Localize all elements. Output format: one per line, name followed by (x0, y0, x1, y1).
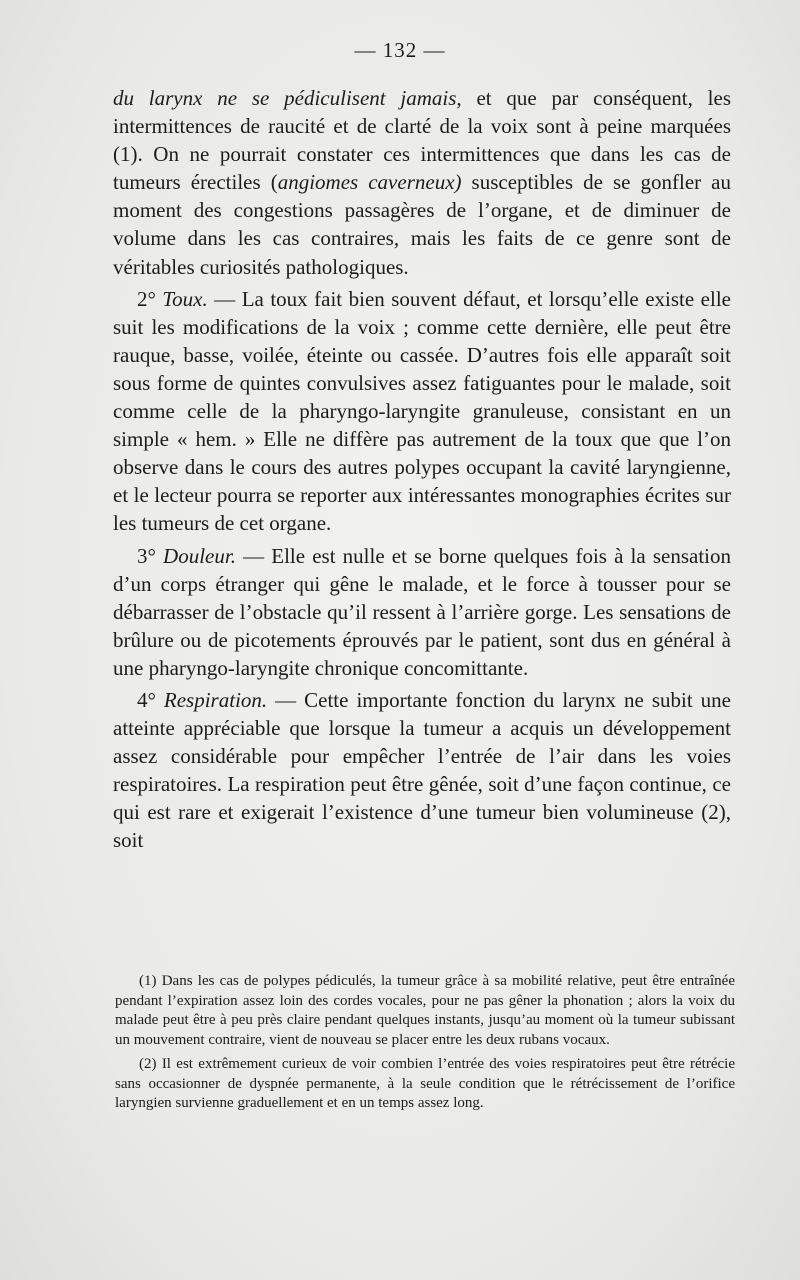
text-run: — Cette importante fonction du larynx ne subit une atteinte appréciable que lorsque la tumeur a acquis un développement assez considérable pour empêcher l’entrée de l’air dans les voies respiratoires. La respiration peut être gênée, soit d’une façon continue, ce qui est rare et exigerait l’existence d’une tumeur bien volumineuse (2), soit (113, 687, 732, 853)
text-run: — La toux fait bien souvent défaut, et lorsqu’elle existe elle suit les modifications de la voix ; comme cette dernière, elle peut être rauque, basse, voilée, éteinte ou cassée. D’autres fois elle apparaît soit sous forme de quintes convulsives assez fatiguantes pour le malade, soit comme celle de la pharyngo-laryngite granuleuse, consistant en un simple « hem. » Elle ne diffère pas autrement de la toux que que l’on observe dans le cours des autres polypes occupant la cavité laryngienne, et le lecteur pourra se reporter aux intéressantes monographies écrites sur les tumeurs de cet organe. (113, 286, 731, 536)
section-heading: Toux. (162, 286, 208, 311)
section-number: 2° (137, 286, 163, 311)
page-number: — 132 — (354, 38, 446, 62)
text-run: susceptibles de se gonfler au moment des congestions passagères de l’organe, et de diminuer de volume dans les cas contraires, mais les faits de ce genre sont de véritables curiosités pathologiques. (113, 170, 731, 279)
footnotes (115, 972, 735, 1114)
section-heading: Respiration. (163, 687, 268, 712)
section-respiration (113, 686, 731, 855)
italic-phrase: du larynx ne se pédiculisent jamais, (113, 86, 462, 110)
text-run: — Elle est nulle et se borne quelques fois à la sensation d’un corps étranger qui gêne le malade, et le force à tousser pour se débarrasser de l’obstacle qu’il ressent à l’arrière gorge. Les sensations de brûlure ou de picotements éprouvés par le patient, sont dus en général à une pharyngo-laryngite chronique concomittante. (113, 543, 731, 680)
main-text (113, 84, 731, 855)
section-number: 3° (137, 543, 164, 568)
section-toux (113, 285, 731, 538)
section-heading: Douleur. (163, 543, 236, 568)
text-run: et que par conséquent, les intermittences de raucité et de clarté de la voix sont à peine marquées (1). On ne pourrait constater ces intermittences que dans les cas de tumeurs érectiles ( (113, 86, 731, 195)
footnote-1: (1) Dans les cas de polypes pédiculés, la tumeur grâce à sa mobilité relative, peut être entraînée pendant l’expiration assez loin des cordes vocales, pour ne pas gêner la phonation ; alors la voix du malade peut être à peu près claire pendant quelques instants, jusqu’au moment où la tumeur subissant un mouvement contraire, vient de nouveau se placer entre les deux rubans vocaux. (115, 973, 735, 1049)
italic-phrase: angiomes caverneux) (277, 170, 462, 195)
footnote-2: (2) Il est extrêmement curieux de voir combien l’entrée des voies respiratoires peut être rétrécie sans occasionner de dyspnée permanente, à la seule condition que le rétrécissement de l’orifice laryngien survienne graduellement et en un temps assez long. (115, 1055, 735, 1112)
section-douleur (113, 542, 731, 682)
paragraph-continuation (113, 84, 731, 281)
section-number: 4° (137, 687, 164, 712)
